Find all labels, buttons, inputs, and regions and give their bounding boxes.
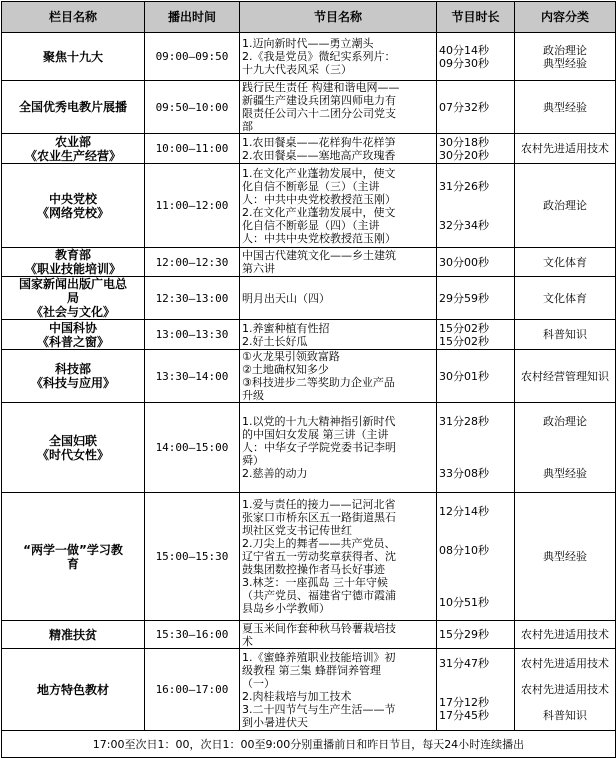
broadcast-time-cell: 12:00—12:30 — [145, 248, 240, 277]
category-cell — [515, 493, 616, 621]
category-value: 农村先进适用技术 — [521, 683, 609, 696]
duration-value: 17分12秒 — [439, 696, 489, 709]
program-name-line: ①火龙果引领致富路 — [242, 350, 340, 363]
category-cell — [515, 621, 616, 649]
footer-row — [2, 731, 616, 758]
table-row — [2, 277, 616, 320]
broadcast-time-cell: 12:30—13:00 — [145, 277, 240, 320]
program-name-line: 2.《我是党员》微纪实系列片： — [242, 50, 396, 63]
duration-value: 15分02秒 — [439, 334, 489, 348]
program-name-line: 坝社区党支书记传世红 — [242, 524, 352, 537]
column-name-cell — [2, 248, 145, 277]
broadcast-time-cell: 14:00—15:00 — [145, 403, 240, 493]
program-name-line: 2.好土长好瓜 — [242, 334, 308, 348]
program-name-line: 明月出天山（四） — [242, 291, 330, 305]
program-name-line: 限责任公司六十二团分公司党支 — [242, 107, 396, 120]
program-name-line: 1.在文化产业蓬勃发展中，使文 — [242, 166, 396, 180]
program-name-line: 升级 — [242, 389, 264, 402]
program-name-line: 2.刀尖上的舞者——共产党员、 — [242, 537, 396, 550]
category-cell — [515, 248, 616, 277]
table-row — [2, 350, 616, 403]
program-name-line: 中国古代建筑文化——乡土建筑 — [242, 249, 396, 262]
column-name-cell — [2, 134, 145, 164]
column-name-cell — [2, 164, 145, 248]
column-name-cell — [2, 649, 145, 731]
column-name-line: 全国妇联 — [48, 433, 97, 448]
column-name-line: 科技部 — [54, 362, 91, 376]
program-name-line: 3.林芝：一座孤岛 三十年守候 — [242, 576, 388, 589]
category-value: 农村先进适用技术 — [521, 657, 609, 670]
header-category: 内容分类 — [515, 2, 616, 33]
program-name-cell — [240, 649, 437, 731]
column-name-line: 农业部 — [54, 134, 91, 149]
category-cell — [515, 350, 616, 403]
duration-value: 09分30秒 — [439, 56, 489, 70]
duration-cell — [437, 81, 515, 134]
broadcast-time-cell: 13:30—14:00 — [145, 350, 240, 403]
program-name-cell — [240, 350, 437, 403]
duration-value: 30分20秒 — [439, 148, 489, 162]
program-name-line: 人：中共中央党校教授范玉刚） — [242, 192, 396, 206]
duration-value: 15分02秒 — [439, 321, 489, 335]
column-name-cell — [2, 350, 145, 403]
program-name-line: 1.农田餐桌——花样狗牛花样笋 — [242, 135, 396, 149]
broadcast-time-cell: 11:00—12:00 — [145, 164, 240, 248]
category-cell — [515, 403, 616, 493]
program-name-line: 1.《蜜蜂养殖职业技能培训》初 — [242, 650, 396, 664]
program-name-cell — [240, 134, 437, 164]
column-name-cell — [2, 81, 145, 134]
program-name-line: 2.在文化产业蓬勃发展中，使文 — [242, 205, 396, 219]
program-name-line: （共产党员、福建省宁德市霞浦 — [242, 589, 396, 602]
table-header-row — [2, 2, 616, 33]
column-name-line: 育 — [66, 556, 79, 571]
program-name-line: 1.养蜜种植有性招 — [242, 321, 330, 335]
column-name-line: 国家新闻出版广电总 — [18, 277, 127, 291]
column-name-cell — [2, 403, 145, 493]
duration-cell — [437, 350, 515, 403]
program-name-cell — [240, 164, 437, 248]
program-name-line: 十九大代表风采（三） — [242, 63, 352, 76]
program-name-line: 县岛乡小学教师） — [242, 602, 330, 615]
column-name-line: 全国优秀电教片展播 — [18, 100, 127, 114]
duration-value: 31分28秒 — [439, 415, 489, 428]
program-name-line: 的中国妇女发展 第三讲（主讲 — [242, 428, 389, 441]
column-name-line: 《社会与文化》 — [30, 305, 115, 319]
program-name-cell — [240, 277, 437, 320]
program-name-line: 3.二十四节气与生产生活——节 — [242, 702, 396, 716]
table-row — [2, 81, 616, 134]
table-row — [2, 403, 616, 493]
category-value: 科普知识 — [543, 709, 587, 722]
duration-value: 08分10秒 — [439, 543, 489, 557]
program-name-line: 践行民生责任 构建和谐电网—— — [242, 81, 400, 94]
broadcast-time-cell: 15:00—15:30 — [145, 493, 240, 621]
program-name-line: 术 — [242, 634, 253, 648]
category-cell — [515, 649, 616, 731]
table-row — [2, 320, 616, 350]
category-value: 政治理论 — [543, 415, 587, 428]
program-name-line: 鼓集团数控操作者马长好事迹 — [242, 563, 385, 576]
category-value: 农村先进适用技术 — [521, 142, 609, 155]
duration-value: 10分51秒 — [439, 595, 489, 609]
program-name-cell — [240, 248, 437, 277]
table-row — [2, 649, 616, 731]
column-name-line: 《农业生产经营》 — [24, 148, 121, 163]
duration-value: 32分34秒 — [439, 218, 489, 232]
category-cell — [515, 33, 616, 81]
table-row — [2, 134, 616, 164]
program-name-line: 人：中华女子学院党委书记李明 — [242, 441, 396, 454]
duration-value: 30分18秒 — [439, 135, 489, 149]
table-row — [2, 621, 616, 649]
program-name-line: 2.农田餐桌——塞地高产玫瑰香 — [242, 148, 396, 162]
duration-cell — [437, 649, 515, 731]
program-name-line: 化自信不断彰显（四）（主讲 — [242, 218, 380, 232]
column-name-cell — [2, 33, 145, 81]
program-name-line: ②土地确权知多少 — [242, 363, 329, 376]
category-cell — [515, 134, 616, 164]
category-value: 政治理论 — [543, 43, 587, 57]
program-name-line: 2.肉桂栽培与加工技术 — [242, 689, 352, 703]
program-name-line: 夏玉米间作套种秋马铃薯栽培技 — [242, 621, 396, 635]
column-name-line: 中央党校 — [48, 191, 97, 206]
category-value: 文化体育 — [543, 291, 587, 305]
category-value: 科普知识 — [543, 328, 587, 341]
column-name-line: 地方特色教材 — [36, 682, 109, 697]
program-name-cell — [240, 33, 437, 81]
program-name-line: 1.爱与责任的接力——记河北省 — [242, 498, 396, 511]
rebroadcast-note: 17:00至次日1：00，次日1：00至9:00分别重播前日和昨日节目，每天24小时连续播出 — [2, 731, 616, 758]
program-name-line: ③科技进步二等奖助力企业产品 — [242, 376, 395, 389]
program-name-cell — [240, 320, 437, 350]
duration-cell — [437, 493, 515, 621]
column-name-line: 《时代女性》 — [36, 447, 109, 462]
header-program-name: 节目名称 — [240, 2, 437, 33]
category-value: 典型经验 — [543, 550, 587, 563]
program-name-line: 部 — [242, 120, 253, 133]
column-name-cell — [2, 277, 145, 320]
duration-cell — [437, 403, 515, 493]
duration-value: 15分29秒 — [439, 628, 489, 641]
column-name-line: 《职业技能培训》 — [24, 262, 121, 276]
category-value: 典型经验 — [543, 100, 587, 114]
broadcast-time-cell: 09:00—09:50 — [145, 33, 240, 81]
duration-cell — [437, 248, 515, 277]
program-schedule-table — [1, 1, 616, 758]
category-value: 政治理论 — [543, 199, 587, 212]
program-name-line: 到小暑进伏天 — [242, 715, 308, 729]
broadcast-time-cell: 15:30—16:00 — [145, 621, 240, 649]
column-name-line: 《网络党校》 — [36, 205, 109, 220]
program-name-line: 1.迈向新时代——勇立潮头 — [242, 37, 374, 50]
program-name-line: 第六讲 — [242, 262, 275, 275]
program-name-line: 化自信不断彰显（三）（主讲 — [242, 179, 380, 193]
duration-value: 07分32秒 — [439, 100, 489, 114]
duration-value: 17分45秒 — [439, 709, 489, 722]
duration-value: 40分14秒 — [439, 43, 489, 57]
header-duration: 节目时长 — [437, 2, 515, 33]
program-name-line: 2.慈善的动力 — [242, 467, 308, 480]
table-row — [2, 164, 616, 248]
program-name-line: 1.以党的十九大精神指引新时代 — [242, 415, 396, 428]
category-value: 农村先进适用技术 — [521, 628, 609, 641]
header-broadcast-time: 播出时间 — [145, 2, 240, 33]
duration-value: 31分47秒 — [439, 657, 489, 670]
column-name-line: 中国科协 — [48, 320, 97, 335]
table-row — [2, 493, 616, 621]
duration-value: 31分26秒 — [439, 179, 489, 193]
category-value: 典型经验 — [543, 467, 587, 480]
program-name-line: （一） — [242, 676, 275, 690]
program-name-line: 舜） — [242, 454, 264, 467]
duration-value: 30分00秒 — [439, 255, 489, 269]
column-name-line: “两学一做”学习教 — [23, 542, 123, 557]
duration-value: 33分08秒 — [439, 467, 489, 480]
program-name-line: 级教程 第三集 蜂群饲养管理 — [242, 663, 381, 677]
category-cell — [515, 277, 616, 320]
broadcast-time-cell: 10:00—11:00 — [145, 134, 240, 164]
program-name-cell — [240, 81, 437, 134]
table-row — [2, 33, 616, 81]
program-name-line: 人：中共中央党校教授范玉刚） — [242, 231, 396, 245]
program-name-line: 新疆生产建设兵团第四师电力有 — [242, 94, 396, 107]
category-cell — [515, 164, 616, 248]
duration-cell — [437, 621, 515, 649]
table-row — [2, 248, 616, 277]
column-name-line: 《科普之窗》 — [36, 334, 109, 349]
duration-cell — [437, 134, 515, 164]
broadcast-time-cell: 13:00—13:30 — [145, 320, 240, 350]
column-name-line: 精准扶贫 — [48, 627, 97, 642]
duration-cell — [437, 33, 515, 81]
broadcast-time-cell: 09:50—10:00 — [145, 81, 240, 134]
column-name-line: 《科技与应用》 — [30, 376, 115, 390]
broadcast-time-cell: 16:00—17:00 — [145, 649, 240, 731]
category-value: 文化体育 — [543, 255, 587, 269]
program-name-cell — [240, 493, 437, 621]
duration-value: 12分14秒 — [439, 504, 489, 518]
column-name-line: 聚焦十九大 — [42, 49, 103, 64]
duration-cell — [437, 320, 515, 350]
column-name-cell — [2, 320, 145, 350]
header-column-name: 栏目名称 — [2, 2, 145, 33]
category-value: 典型经验 — [543, 56, 587, 70]
duration-cell — [437, 277, 515, 320]
category-cell — [515, 81, 616, 134]
program-name-line: 辽宁省五一劳动奖章获得者、沈 — [242, 550, 396, 563]
column-name-cell — [2, 493, 145, 621]
column-name-line: 局 — [66, 291, 79, 305]
category-cell — [515, 320, 616, 350]
duration-value: 29分59秒 — [439, 291, 489, 305]
program-name-line: 张家口市桥东区五一路街道黑石 — [242, 511, 396, 524]
program-name-cell — [240, 403, 437, 493]
column-name-line: 教育部 — [54, 248, 91, 262]
category-value: 农村经营管理知识 — [521, 369, 609, 383]
duration-cell — [437, 164, 515, 248]
column-name-cell — [2, 621, 145, 649]
program-name-cell — [240, 621, 437, 649]
duration-value: 30分01秒 — [439, 369, 489, 383]
